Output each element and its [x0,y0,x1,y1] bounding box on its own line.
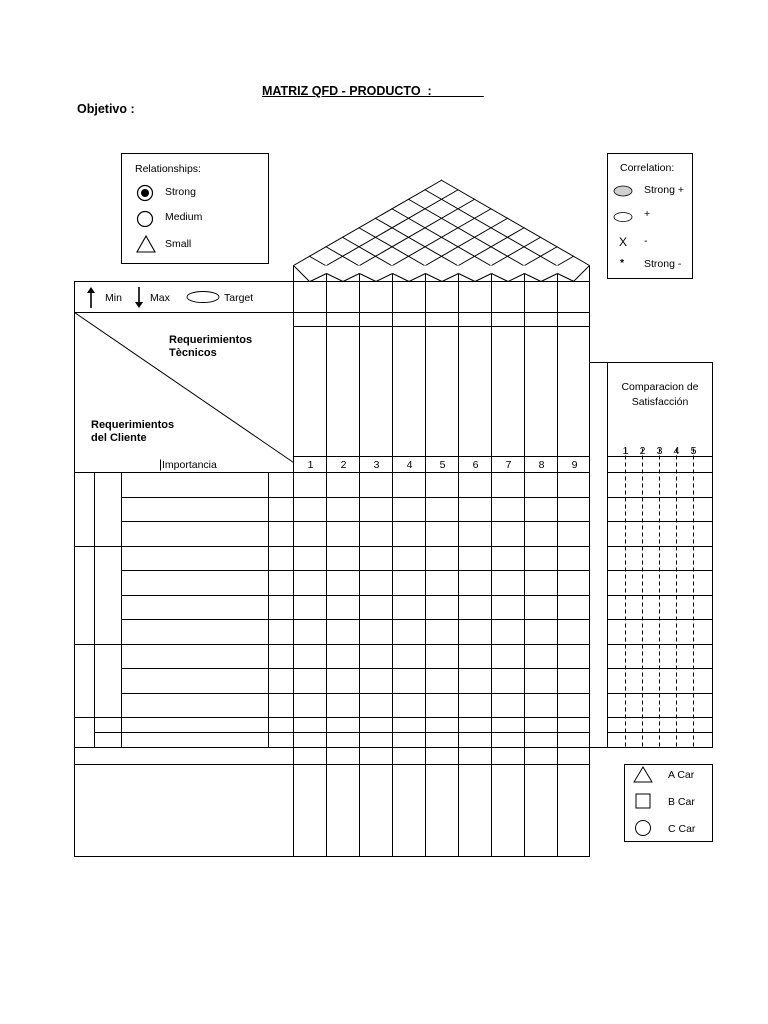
star-icon: * [620,257,625,269]
column-number: 8 [538,459,545,471]
correlation-title: Correlation: [620,162,675,174]
medium-relationship-icon [136,210,154,228]
importance-label: Importancia [162,459,217,471]
c-car-label: C Car [668,823,696,835]
positive-label: + [644,208,651,220]
b-car-label: B Car [668,796,695,808]
column-number: 6 [472,459,479,471]
shaded-ellipse-icon [612,184,634,198]
a-car-triangle-icon [633,766,653,784]
b-car-square-icon [635,793,652,810]
strong-negative-label: Strong - [644,258,682,270]
qfd-matrix-outline [75,313,590,857]
satisfaction-scale-number: 5 [690,445,697,457]
satisfaction-scale-number: 1 [622,445,629,457]
technical-requirements-label: Requerimientos Tècnicos [169,334,253,359]
column-number: 4 [406,459,413,471]
satisfaction-title: Comparacion de Satisfacción [621,381,699,408]
column-number: 5 [439,459,446,471]
page-title: MATRIZ QFD - PRODUCTO : [262,84,432,98]
column-number: 1 [307,459,314,471]
strong-relationship-icon [136,184,154,202]
satisfaction-scale-number: 3 [656,445,663,457]
a-car-label: A Car [668,769,695,781]
max-label: Max [150,292,170,304]
strong-positive-label: Strong + [644,184,684,196]
column-number: 2 [340,459,347,471]
arrow-down-icon [133,287,145,309]
negative-label: - [644,235,648,247]
arrow-up-icon [85,287,97,309]
small-relationship-label: Small [165,238,192,250]
column-number: 9 [571,459,578,471]
satisfaction-scale-number: 4 [673,445,680,457]
customer-requirements-label: Requerimientos del Cliente [91,419,175,444]
ellipse-icon [612,210,634,224]
relationships-title: Relationships: [135,163,201,175]
satisfaction-scale-number: 2 [639,445,646,457]
target-label: Target [224,292,254,304]
target-ellipse-icon [185,290,221,304]
objective-label: Objetivo : [77,102,135,116]
medium-relationship-label: Medium [165,211,203,223]
x-mark-icon: X [619,235,628,249]
min-label: Min [105,292,122,304]
correlation-roof [294,180,590,282]
strong-relationship-label: Strong [165,186,196,198]
small-relationship-icon [136,235,156,253]
column-number: 7 [505,459,512,471]
c-car-circle-icon [634,819,652,837]
column-number: 3 [373,459,380,471]
